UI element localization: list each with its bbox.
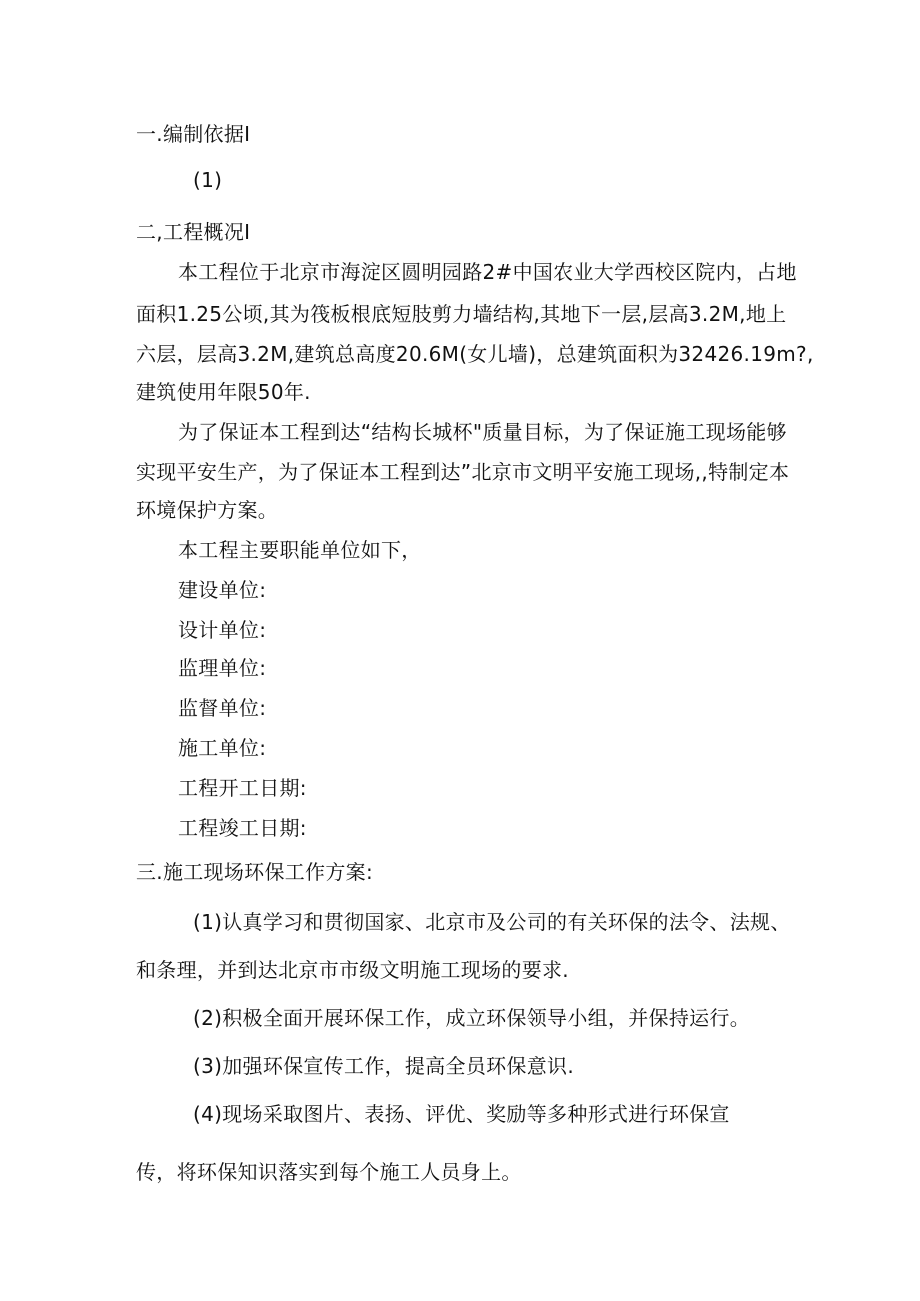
section-1-item: (1) bbox=[193, 168, 223, 192]
overview-para-1-line-3: 六层，层高3.2M,建筑总高度20.6M(女儿墙)，总建筑面积为32426.19m?, bbox=[136, 342, 814, 366]
plan-item-1-line-2: 和条理，并到达北京市市级文明施工现场的要求. bbox=[136, 958, 569, 982]
plan-item-2: (2)积极全面开展环保工作，成立环保领导小组，并保持运行。 bbox=[193, 1006, 751, 1030]
start-date-label: 工程开工日期: bbox=[178, 776, 307, 800]
overview-para-2-line-3: 环境保护方案。 bbox=[136, 498, 279, 522]
overview-para-1-line-2: 面积1.25公顷,其为筏板根底短肢剪力墙结构,其地下一层,层高3.2M,地上 bbox=[136, 302, 787, 326]
plan-item-1-line-1: (1)认真学习和贯彻国家、北京市及公司的有关环保的法令、法规、 bbox=[193, 910, 791, 934]
plan-item-3: (3)加强环保宣传工作，提高全员环保意识. bbox=[193, 1054, 574, 1078]
overview-para-2-line-1: 为了保证本工程到达“结构长城杯"质量目标，为了保证施工现场能够 bbox=[178, 420, 787, 444]
plan-item-4-line-1: (4)现场采取图片、表扬、评优、奖励等多种形式进行环保宣 bbox=[193, 1102, 730, 1126]
units-intro: 本工程主要职能单位如下， bbox=[178, 538, 422, 562]
unit-design: 设计单位: bbox=[178, 618, 267, 642]
completion-date-label: 工程竣工日期: bbox=[178, 816, 307, 840]
overview-para-1-line-1: 本工程位于北京市海淀区圆明园路2#中国农业大学西校区院内，占地 bbox=[178, 260, 797, 284]
unit-supervision: 监理单位: bbox=[178, 656, 267, 680]
overview-para-1-line-4: 建筑使用年限50年. bbox=[136, 380, 311, 404]
section-1-heading: 一.编制依据I bbox=[136, 122, 251, 146]
overview-para-2-line-2: 实现平安生产，为了保证本工程到达”北京市文明平安施工现场,,特制定本 bbox=[136, 460, 790, 484]
section-3-heading: 三.施工现场环保工作方案: bbox=[136, 860, 373, 884]
unit-contractor: 施工单位: bbox=[178, 736, 267, 760]
section-2-heading: 二,工程概况I bbox=[136, 220, 251, 244]
unit-construction-owner: 建设单位: bbox=[178, 578, 267, 602]
unit-oversight: 监督单位: bbox=[178, 696, 267, 720]
plan-item-4-line-2: 传，将环保知识落实到每个施工人员身上。 bbox=[136, 1160, 522, 1184]
